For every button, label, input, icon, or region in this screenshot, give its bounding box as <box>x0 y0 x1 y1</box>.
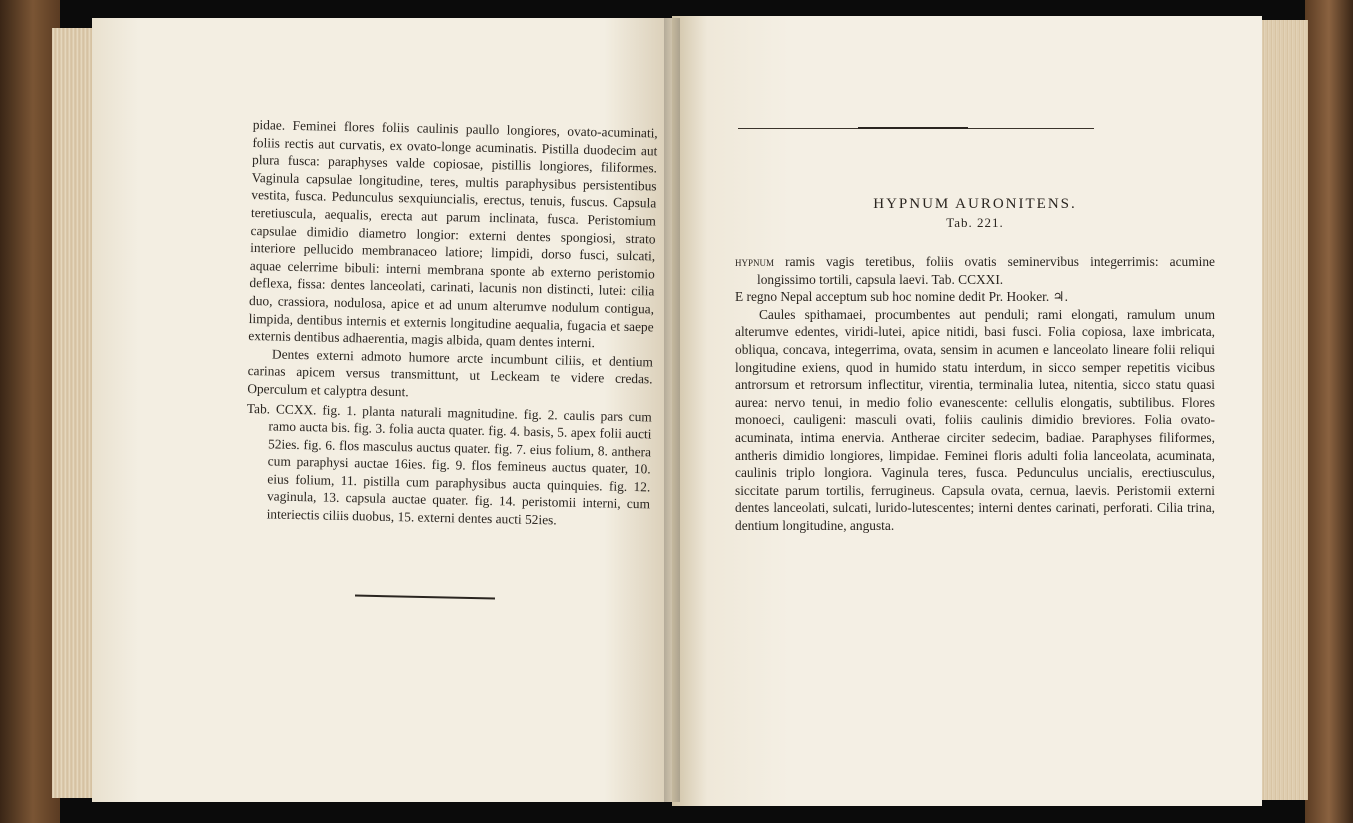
right-page-text <box>735 253 1215 535</box>
book-gutter <box>664 18 680 802</box>
book-cover-left <box>0 0 60 823</box>
book-cover-right <box>1305 0 1353 823</box>
left-paragraph-teeth: Dentes externi admoto humore arcte incumbunt ciliis, et dentium carinas apicem versus transmittunt, ut Leckeam te videre credas. Operculum et calyptra desunt. <box>247 346 654 400</box>
diagnosis-text: ramis vagis teretibus, foliis ovatis seminervibus integerrimis: acumine longissimo tortili, capsula laevi. Tab. CCXXI. <box>757 254 1215 287</box>
diagnosis-genus: hypnum <box>735 254 775 269</box>
diagnosis-paragraph <box>735 253 1215 288</box>
page-edges-left <box>52 28 94 798</box>
plate-number: Tab. 221. <box>946 215 1004 230</box>
origin-line: E regno Nepal acceptum sub hoc nomine dedit Pr. Hooker. ♃. <box>735 289 1068 305</box>
left-page-text <box>244 116 657 531</box>
right-header-rule-ornament <box>858 127 968 129</box>
species-description: Caules spithamaei, procumbentes aut penduli; rami elongati, ramulum unum alterumve edentes, viridi-lutei, apice nitidi, basi fusci. Folia copiosa, laxe imbricata, obliqua, concava, integerrima, ovata, sensim in acumen e lanceolato lineare folii reliqui longitudine exiens, quod in humido statu interdum, in sicco semper repetitis vicibus antrorsum et retrorsum inflectitur, virentia, terminalia lutea, nitentia, sicco statu quasi aurea: nervo tenui, in medio folio evanescente: cellulis elongatis, subtilibus. Flores monoeci, cauligeni: masculi ovati, foliis caulinis dimidio breviores. Folia ovato-acuminata, intima enervia. Antherae circiter sedecim, badiae. Paraphyses filiformes, antheris dimidio longiores, limpidae. Feminei floris adulti folia lanceolata, acuminata, caulinis triplo longiora. Vaginula teres, fusca. Pedunculus uncialis, erectiusculus, siccitate parum tortilis, ferrugineus. Capsula ovata, cernua, laevis. Peristomii externi dentes lanceolati, sulcati, lurido-lutescentes; interni dentes carinati, perforati. Cilia trina, dentium longitudine, angusta. <box>735 306 1215 533</box>
species-title: HYPNUM AURONITENS. <box>873 196 1077 212</box>
page-edges-right <box>1258 20 1308 800</box>
left-paragraph-description: pidae. Feminei flores foliis caulinis paullo longiores, ovato-acuminati, foliis rectis aut curvatis, ex ovato-longe acuminatis. Pistilla duodecim aut plura fusca: paraphyses valde copiosae, pistillis longiores, filiformes. Vaginula capsulae longitudine, teres, multis paraphysibus persistentibus vestita, fusca. Pedunculus sexquiuncialis, erectus, tenuis, fuscus. Capsula teretiuscula, aequalis, erecta aut parum inclinata, fusca. Peristomium capsulae dimidio diametro longior: externi dentes spongiosi, strato interiore pellucido membranaceo latiore; limpidi, dorso fusci, sulcati, aquae celerrime bibuli: interni membrana sponte ab externo peristomio deflexa, fissa: dentes lanceolati, carinati, lacunis non distincti, lutei: cilia duo, crassiora, nodulosa, apice et ad unum alterumve nodulum contigua, limpida, dentibus internis et externis longitudine aequalia, fugacia et saepe externis dentibus adhaerentia, magis albida, quam dentes interni. <box>248 116 658 351</box>
left-paragraph-figures: Tab. CCXX. fig. 1. planta naturali magnitudine. fig. 2. caulis pars cum ramo aucta bis. fig. 3. folia aucta quater. fig. 4. basis, 5. apex folii aucti 52ies. fig. 6. flos masculus auctus quater. fig. 7. eius folium, 8. anthera cum paraphysi auctae 16ies. fig. 9. flos femineus auctus quater, 10. eius folium, 11. pistilla cum paraphysibus aucta quinquies. fig. 12. vaginula, 13. capsula auctae quater. fig. 14. peristomii interni, cum interiectis ciliis duobus, 15. externi dentes aucti 52ies. <box>246 400 652 528</box>
